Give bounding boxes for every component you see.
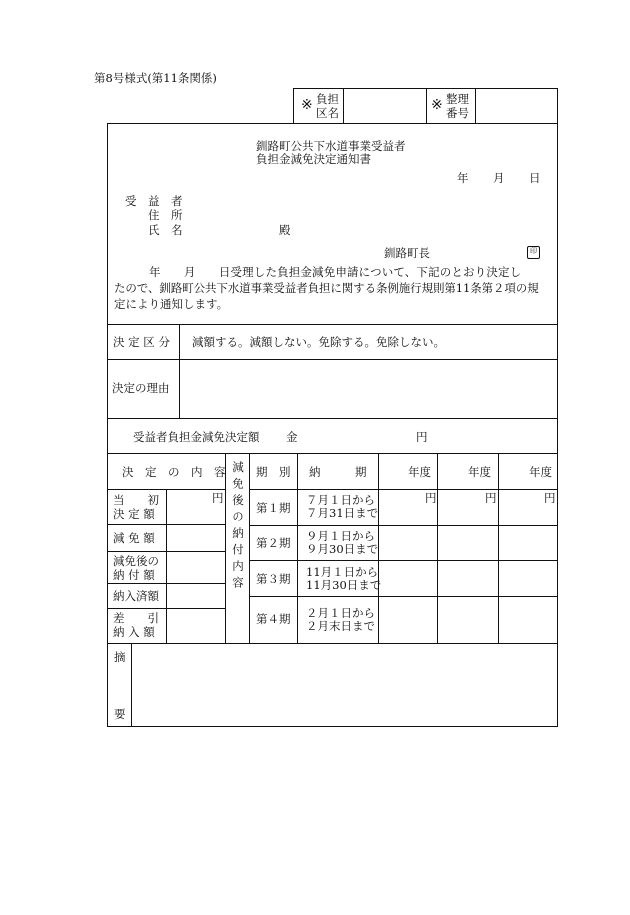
date-year-label: 年 bbox=[457, 171, 469, 185]
ref-no-label-1: 整理 bbox=[446, 92, 469, 106]
year-2-yen: 円 bbox=[485, 491, 497, 505]
term-1-period-2: ７月31日まで bbox=[306, 506, 379, 520]
after-reduction-label-2: 納 付 額 bbox=[113, 568, 155, 582]
seal-icon bbox=[527, 246, 540, 259]
form-number-label: 第8号様式(第11条関係) bbox=[94, 71, 217, 85]
term-2-period-1: ９月１日から bbox=[306, 529, 375, 543]
date-day-label: 日 bbox=[529, 171, 541, 185]
term-4-name: 第４期 bbox=[256, 612, 291, 626]
remarks-label-bottom: 要 bbox=[114, 707, 126, 721]
reduction-amount-label: 減 免 額 bbox=[113, 531, 155, 545]
remarks-divider bbox=[131, 643, 132, 727]
body-line-2: たので、釧路町公共下水道事業受益者負担に関する条例施行規則第11条第２項の規 bbox=[114, 281, 539, 295]
after-reduction-label-1: 減免後の bbox=[113, 554, 159, 568]
fiscal-year-header-2: 年度 bbox=[468, 465, 491, 479]
term-header: 期 別 bbox=[256, 465, 291, 479]
notice-title-line1: 釧路町公共下水道事業受益者 bbox=[256, 139, 406, 153]
amount-unit: 円 bbox=[416, 430, 428, 444]
period-header: 納 期 bbox=[309, 465, 367, 479]
term-3-name: 第３期 bbox=[256, 572, 291, 586]
note-mark-icon-2: ※ bbox=[431, 97, 443, 113]
body-line-1: 年 月 日受理した負担金減免申請について、下記のとおり決定し bbox=[114, 265, 522, 279]
address-label: 住 所 bbox=[148, 208, 183, 222]
burden-area-label-2: 区名 bbox=[316, 106, 339, 120]
remarks-label-top: 摘 bbox=[114, 650, 126, 664]
name-label: 氏 名 bbox=[148, 223, 183, 237]
notice-title-line2: 負担金減免決定通知書 bbox=[256, 152, 371, 166]
decision-label: 決 定 区 分 bbox=[113, 335, 170, 349]
initial-amount-yen: 円 bbox=[212, 491, 224, 505]
term-1-period-1: ７月１日から bbox=[306, 493, 375, 507]
ref-no-label-2: 番号 bbox=[446, 106, 469, 120]
term-4-period-2: ２月末日まで bbox=[306, 619, 375, 633]
paid-amount-label: 納入済額 bbox=[113, 589, 159, 603]
date-month-label: 月 bbox=[493, 171, 505, 185]
term-3-period-2: 11月30日まで bbox=[306, 578, 382, 592]
seal-label: 印 bbox=[530, 247, 537, 255]
term-2-name: 第２期 bbox=[256, 536, 291, 550]
fiscal-year-header-3: 年度 bbox=[529, 465, 552, 479]
term-3-period-1: 11月１日から bbox=[306, 565, 379, 579]
beneficiary-heading: 受 益 者 bbox=[125, 194, 183, 208]
year-3-yen: 円 bbox=[544, 491, 556, 505]
year-1-yen: 円 bbox=[425, 491, 437, 505]
issuer-name: 釧路町長 bbox=[384, 246, 430, 260]
amount-prefix: 金 bbox=[286, 430, 298, 444]
after-reduction-side-label: 減免後の納付内容 bbox=[231, 461, 245, 593]
balance-label-1: 差 引 bbox=[113, 611, 159, 625]
initial-amount-label-1: 当 初 bbox=[113, 493, 159, 507]
burden-area-label-1: 負担 bbox=[316, 92, 339, 106]
amount-label: 受益者負担金減免決定額 bbox=[133, 430, 260, 444]
fiscal-year-header-1: 年度 bbox=[408, 465, 431, 479]
term-4-period-1: ２月１日から bbox=[306, 606, 375, 620]
balance-label-2: 納 入 額 bbox=[113, 625, 155, 639]
initial-amount-label-2: 決 定 額 bbox=[113, 507, 155, 521]
term-2-period-2: ９月30日まで bbox=[306, 542, 379, 556]
term-1-name: 第１期 bbox=[256, 501, 291, 515]
honorific-label: 殿 bbox=[279, 223, 291, 237]
note-mark-icon: ※ bbox=[301, 97, 313, 113]
content-header: 決 定 の 内 容 bbox=[122, 465, 226, 479]
reason-label: 決定の理由 bbox=[112, 381, 170, 395]
decision-options[interactable]: 減額する。減額しない。免除する。免除しない。 bbox=[192, 335, 445, 349]
body-line-3: 定により通知します。 bbox=[114, 297, 229, 311]
